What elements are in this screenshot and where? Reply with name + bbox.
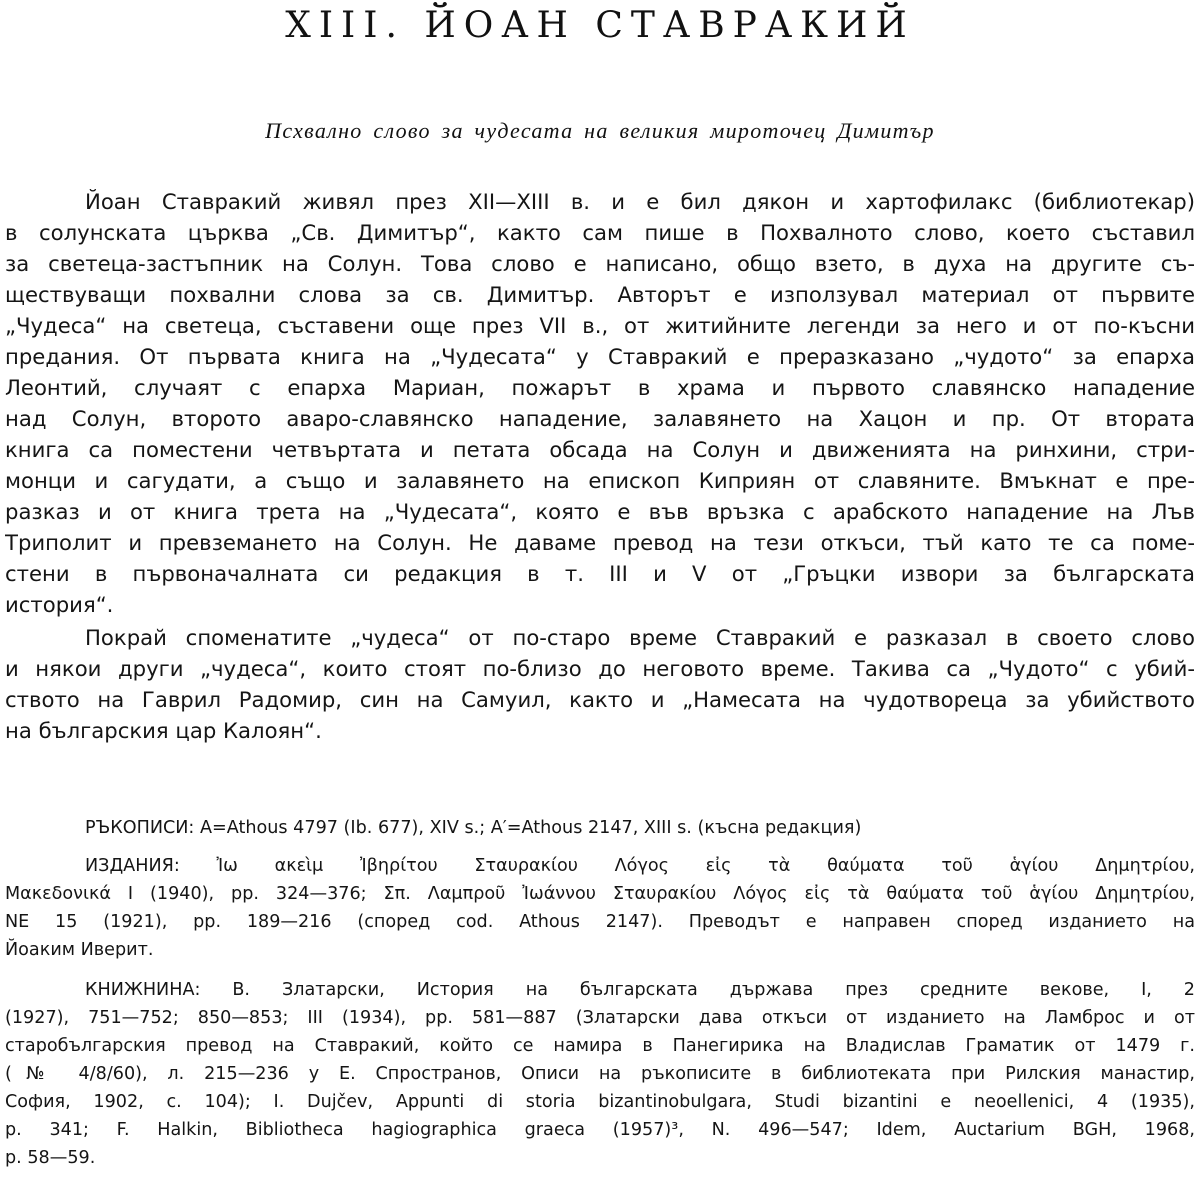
- text-line: книга са поместени четвъртата и петата обсада на Солун и движенията на ринхини, стри-: [5, 437, 1195, 462]
- note-line: p. 58—59.: [5, 1148, 96, 1168]
- references-section: [5, 814, 1195, 1172]
- note-line: РЪКОПИСИ: A=Athous 4797 (Ib. 677), XIV s.; A′=Athous 2147, XIII s. (късна редакция): [85, 818, 862, 838]
- bibliography-note: [5, 976, 1195, 1172]
- text-line: предания. От първата книга на „Чудесата“ у Ставракий е преразказано „чудото“ за епарха: [5, 344, 1195, 369]
- text-line: в солунската църква „Св. Димитър“, както сам пише в Похвалното слово, което съставил: [5, 220, 1195, 245]
- text-line: „Чудеса“ на светеца, съставени още през VII в., от житийните легенди за него и от по-късни: [5, 313, 1195, 338]
- note-line: София, 1902, с. 104); I. Dujčev, Appunti di storia bizantinobulgara, Studi bizantini e neoellenici, 4 (1935),: [5, 1092, 1195, 1112]
- note-line: ИЗДАНИЯ: Ἰω ακεὶμ Ἰβηρίτου Σταυρακίου Λόγος εἰς τὰ θαύματα τοῦ ἁγίου Δημητρίου,: [85, 856, 1195, 876]
- note-line: (1927), 751—752; 850—853; III (1934), pp. 581—887 (Златарски дава откъси от изданието на Ламброс и от: [5, 1008, 1195, 1028]
- editions-note: [5, 852, 1195, 964]
- text-line: Йоан Ставракий живял през XII—XIII в. и е бил дякон и хартофилакс (библиотекар): [85, 189, 1195, 214]
- text-line: Леонтий, случаят с епарха Мариан, пожарът в храма и първото славянско нападение: [5, 375, 1195, 400]
- note-line: p. 341; F. Halkin, Bibliotheca hagiographica graeca (1957)³, N. 496—547; Idem, Auctarium BGH, 1968,: [5, 1120, 1195, 1140]
- text-line: над Солун, второто аваро-славянско нападение, залавянето на Хацон и пр. От втората: [5, 406, 1195, 431]
- note-line: КНИЖНИНА: В. Златарски, История на българската държава през средните векове, I, 2: [85, 980, 1195, 1000]
- text-line: монци и сагудати, а също и залавянето на епископ Киприян от славяните. Вмъкнат е пре-: [5, 468, 1195, 493]
- note-line: Йоаким Иверит.: [5, 940, 154, 960]
- note-line: ΝΕ 15 (1921), pp. 189—216 (според cod. Athous 2147). Преводът е направен според изданието на: [5, 912, 1195, 932]
- note-line: старобългарския превод на Ставракий, който се намира в Панегирика на Владислав Граматик от 1479 г.: [5, 1036, 1195, 1056]
- text-line: разказ и от книга трета на „Чудесата“, която е във връзка с арабското нападение на Лъв: [5, 499, 1195, 524]
- chapter-title: XIII. ЙОАН СТАВРАКИЙ: [285, 5, 915, 46]
- text-line: ществуващи похвални слова за св. Димитър. Авторът е използувал материал от първите: [5, 282, 1195, 307]
- paragraph-1: [5, 186, 1195, 620]
- text-line: ството на Гаврил Радомир, син на Самуил, както и „Намесата на чудотвореца за убийството: [5, 687, 1195, 712]
- text-line: на българския цар Калоян“.: [5, 718, 322, 743]
- text-line: стени в първоначалната си редакция в т. III и V от „Гръцки извори за българската: [5, 561, 1195, 586]
- main-text: [5, 186, 1195, 746]
- note-line: Μακεδονικά I (1940), pp. 324—376; Σπ. Λαμπροῦ Ἰωάννου Σταυρακίου Λόγος εἰς τὰ θαύματα τοῦ ἁγίου Δημητρίου,: [5, 884, 1195, 904]
- manuscripts-note: [5, 814, 1195, 842]
- text-line: Триполит и превземането на Солун. Не даваме превод на тези откъси, тъй като те са поме-: [5, 530, 1195, 555]
- paragraph-2: [5, 622, 1195, 746]
- text-line: за светеца-застъпник на Солун. Това слово е написано, общо взето, в духа на другите съ-: [5, 251, 1195, 276]
- text-line: история“.: [5, 592, 114, 617]
- text-line: и някои други „чудеса“, които стоят по-близо до неговото време. Такива са „Чудото“ с убий-: [5, 656, 1195, 681]
- text-line: Покрай споменатите „чудеса“ от по-старо време Ставракий е разказал в своето слово: [85, 625, 1195, 650]
- work-title: Псхвално слово за чудесата на великия мироточец Димитър: [265, 118, 935, 143]
- note-line: (№ 4/8/60), л. 215—236 у Е. Спространов, Описи на ръкописите в библиотеката при Рилския манастир,: [5, 1064, 1195, 1084]
